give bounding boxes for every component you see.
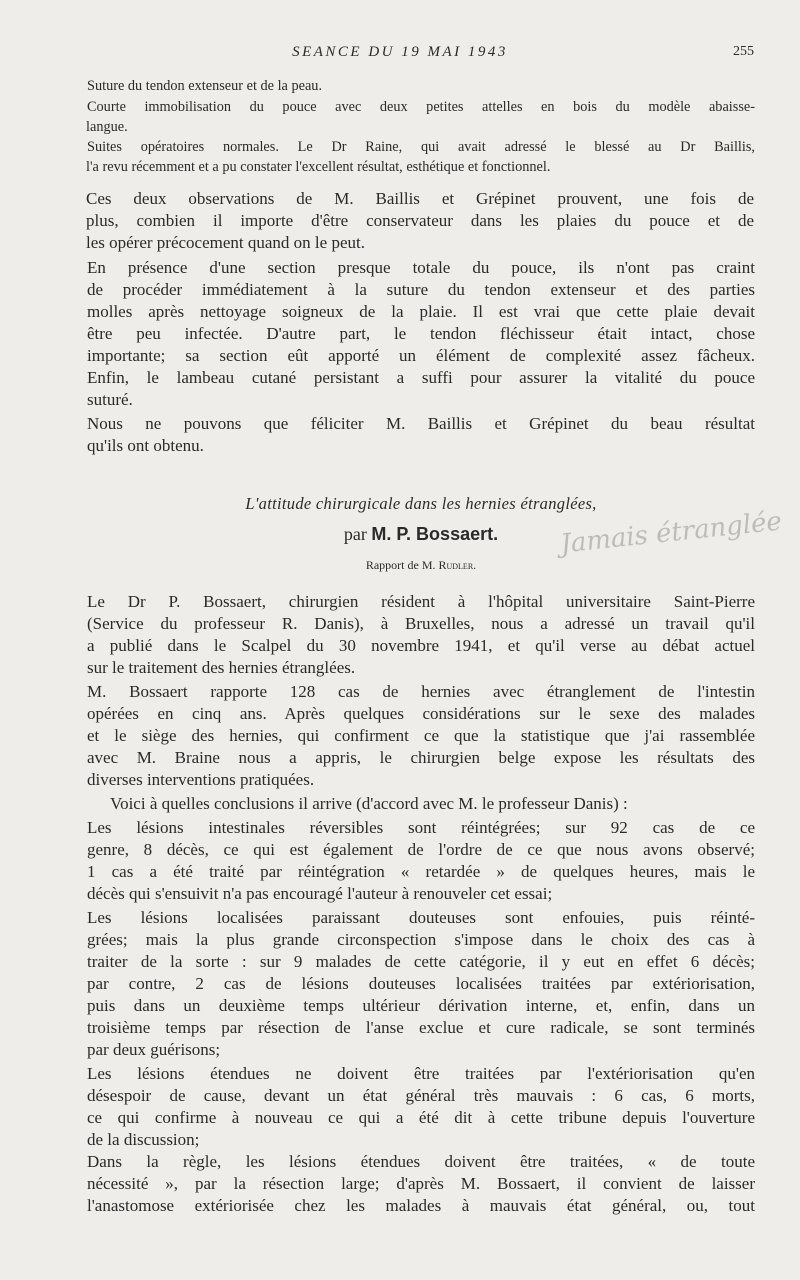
intro-line: Suites opératoires normales. Le Dr Raine, qui avait adressé le blessé au Dr Baillis, bbox=[87, 139, 755, 155]
text-line: désespoir de cause, devant un état général très mauvais : 6 cas, 6 morts, bbox=[87, 1086, 755, 1105]
intro-line: Suture du tendon extenseur et de la peau. bbox=[87, 78, 323, 94]
text-line: (Service du professeur R. Danis), à Bruxelles, nous a adressé un travail qu'il bbox=[87, 614, 755, 633]
text-line: de procéder immédiatement à la suture du tendon extenseur et des parties bbox=[87, 280, 755, 299]
text-line: Voici à quelles conclusions il arrive (d'accord avec M. le professeur Danis) : bbox=[110, 794, 628, 813]
intro-line: l'a revu récemment et a pu constater l'excellent résultat, esthétique et fonctionnel. bbox=[86, 159, 551, 175]
text-line: Nous ne pouvons que féliciter M. Baillis et Grépinet du beau résultat bbox=[87, 414, 755, 433]
rapport-name: Rudler. bbox=[438, 558, 477, 572]
text-line: grées; mais la plus grande circonspection s'impose dans le choix des cas à bbox=[87, 930, 755, 949]
text-line: suturé. bbox=[87, 390, 133, 409]
intro-line: langue. bbox=[86, 119, 128, 135]
text-line: Ces deux observations de M. Baillis et Grépinet prouvent, une fois de bbox=[86, 189, 754, 208]
running-title: SEANCE DU 19 MAI 1943 bbox=[292, 44, 508, 60]
text-line: a publié dans le Scalpel du 30 novembre 1941, et qu'il verse au débat actuel bbox=[87, 636, 755, 655]
text-line: par deux guérisons; bbox=[87, 1040, 221, 1059]
author-prefix: par bbox=[343, 524, 367, 544]
text-line: M. Bossaert rapporte 128 cas de hernies avec étranglement de l'intestin bbox=[87, 682, 755, 701]
text-line: ce qui confirme à nouveau ce qui a été dit à cette tribune depuis l'ouverture bbox=[87, 1108, 755, 1127]
rapport-line bbox=[87, 558, 755, 573]
rapport-prefix: Rapport de M. bbox=[365, 558, 436, 572]
text-line: Les lésions étendues ne doivent être traitées par l'extériorisation qu'en bbox=[87, 1064, 755, 1083]
text-line: Les lésions intestinales réversibles sont réintégrées; sur 92 cas de ce bbox=[87, 818, 755, 837]
text-line: diverses interventions pratiquées. bbox=[87, 770, 315, 789]
page-number: 255 bbox=[733, 44, 754, 59]
text-line: traiter de la sorte : sur 9 malades de cette catégorie, il y eut en effet 6 décès; bbox=[87, 952, 755, 971]
text-line: Enfin, le lambeau cutané persistant a suffi pour assurer la vitalité du pouce bbox=[87, 368, 755, 387]
text-line: opérées en cinq ans. Après quelques considérations sur le sexe des malades bbox=[87, 704, 755, 723]
text-line: Dans la règle, les lésions étendues doivent être traitées, « de toute bbox=[87, 1152, 755, 1171]
text-line: être peu infectée. D'autre part, le tendon fléchisseur était intact, chose bbox=[87, 324, 755, 343]
text-line: nécessité », par la résection large; d'après M. Bossaert, il convient de laisser bbox=[87, 1174, 755, 1193]
text-line: sur le traitement des hernies étranglées. bbox=[87, 658, 356, 677]
text-line: par contre, 2 cas de lésions douteuses localisées traitées par extériorisation, bbox=[87, 974, 755, 993]
text-line: décès qui s'ensuivit n'a pas encouragé l'auteur à renouveler cet essai; bbox=[87, 884, 553, 903]
text-line: qu'ils ont obtenu. bbox=[87, 436, 204, 455]
running-header bbox=[0, 44, 800, 64]
text-line: troisième temps par résection de l'anse exclue et cure radicale, se sont terminés bbox=[87, 1018, 755, 1037]
text-line: Le Dr P. Bossaert, chirurgien résident à l'hôpital universitaire Saint-Pierre bbox=[87, 592, 755, 611]
handwritten-annotation: Jamais étranglée bbox=[559, 506, 784, 560]
article-title: L'attitude chirurgicale dans les hernies étranglées, bbox=[245, 494, 597, 513]
text-line: les opérer précocement quand on le peut. bbox=[86, 233, 365, 252]
text-line: l'anastomose extériorisée chez les malades à mauvais état général, ou, tout bbox=[87, 1196, 755, 1215]
text-line: 1 cas a été traité par réintégration « retardée » de quelques heures, mais le bbox=[87, 862, 755, 881]
text-line: importante; sa section eût apporté un élément de complexité assez fâcheux. bbox=[87, 346, 755, 365]
text-line: avec M. Braine nous a appris, le chirurgien belge expose les résultats des bbox=[87, 748, 755, 767]
text-line: plus, combien il importe d'être conservateur dans les plaies du pouce et de bbox=[86, 211, 754, 230]
author-name: M. P. Bossaert. bbox=[371, 524, 499, 544]
intro-line: Courte immobilisation du pouce avec deux petites attelles en bois du modèle abaisse- bbox=[87, 99, 755, 115]
text-line: Les lésions localisées paraissant douteuses sont enfouies, puis réinté- bbox=[87, 908, 755, 927]
text-line: et le siège des hernies, qui confirment ce que la statistique que j'ai rassemblée bbox=[87, 726, 755, 745]
text-line: puis dans un deuxième temps ultérieur dérivation interne, et, enfin, dans un bbox=[87, 996, 755, 1015]
text-line: En présence d'une section presque totale du pouce, ils n'ont pas craint bbox=[87, 258, 755, 277]
text-line: de la discussion; bbox=[87, 1130, 200, 1149]
text-line: molles après nettoyage soigneux de la plaie. Il est vrai que cette plaie devait bbox=[87, 302, 755, 321]
text-line: genre, 8 décès, ce qui est également de l'ordre de ce que nous avons observé; bbox=[87, 840, 755, 859]
